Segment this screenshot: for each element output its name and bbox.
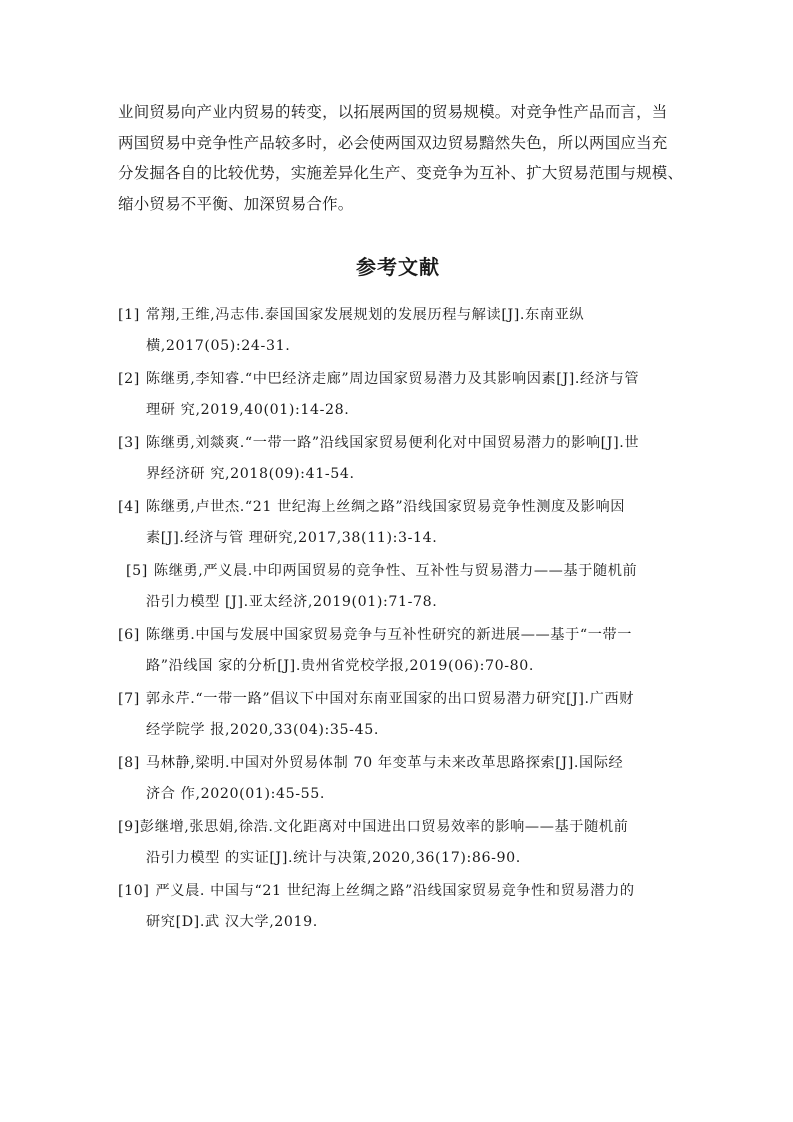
reference-item	[118, 428, 678, 489]
reference-number: [8]	[118, 755, 140, 771]
reference-text-line1: 陈继勇,卢世杰.“21 世纪海上丝绸之路”沿线国家贸易竞争性测度及影响因	[145, 499, 626, 515]
reference-text-line2: 研究[D].武 汉大学,2019.	[146, 913, 318, 930]
reference-item	[118, 748, 678, 809]
reference-text-line1: 陈继勇,严义晨.中印两国贸易的竞争性、互补性与贸易潜力——基于随机前	[153, 563, 638, 579]
reference-item	[118, 492, 678, 553]
reference-text-line2: 济合 作,2020(01):45-55.	[146, 785, 326, 802]
references-heading: 参考文献	[356, 255, 440, 279]
reference-text-line1: 郭永芹.“一带一路”倡议下中国对东南亚国家的出口贸易潜力研究[J].广西财	[145, 691, 635, 707]
reference-item	[118, 556, 678, 617]
reference-number: [5]	[126, 563, 148, 579]
reference-text-line2: 路”沿线国 家的分析[J].贵州省党校学报,2019(06):70-80.	[146, 657, 534, 674]
reference-item	[118, 364, 678, 425]
reference-text-line2: 沿引力模型 [J].亚太经济,2019(01):71-78.	[146, 593, 438, 610]
reference-text-line2: 横,2017(05):24-31.	[146, 337, 291, 354]
reference-item	[118, 620, 678, 681]
reference-number: [10]	[118, 883, 150, 899]
reference-item	[118, 300, 678, 361]
reference-number: [3]	[118, 435, 140, 451]
document-page	[118, 97, 684, 940]
reference-text-line1: 常翔,王维,冯志伟.泰国国家发展规划的发展历程与解读[J].东南亚纵	[145, 307, 585, 323]
paragraph-line: 分发掘各自的比较优势，实施差异化生产、变竞争为互补、扩大贸易范围与规模、	[118, 164, 684, 182]
paragraph-line: 业间贸易向产业内贸易的转变，以拓展两国的贸易规模。对竞争性产品而言，当	[118, 103, 668, 121]
reference-number: [2]	[118, 371, 140, 387]
reference-text-line1: 彭继增,张思娟,徐浩.文化距离对中国进出口贸易效率的影响——基于随机前	[139, 819, 629, 835]
reference-text-line2: 素[J].经济与管 理研究,2017,38(11):3-14.	[146, 529, 438, 546]
reference-text-line2: 沿引力模型 的实证[J].统计与决策,2020,36(17):86-90.	[146, 849, 521, 866]
reference-text-line2: 界经济研 究,2018(09):41-54.	[146, 465, 355, 482]
reference-text-line1: 陈继勇,刘燚爽.“一带一路”沿线国家贸易便利化对中国贸易潜力的影响[J].世	[145, 435, 640, 451]
reference-list	[118, 300, 678, 937]
intro-paragraph	[118, 97, 684, 219]
reference-number: [7]	[118, 691, 140, 707]
reference-text-line1: 马林静,梁明.中国对外贸易体制 70 年变革与未来改革思路探索[J].国际经	[145, 755, 624, 771]
reference-text-line1: 陈继勇,李知睿.“中巴经济走廊”周边国家贸易潜力及其影响因素[J].经济与管	[145, 371, 640, 387]
reference-number: [4]	[118, 499, 140, 515]
reference-number: [9]	[118, 819, 140, 835]
reference-text-line1: 陈继勇.中国与发展中国家贸易竞争与互补性研究的新进展——基于“一带一	[145, 627, 633, 643]
reference-number: [6]	[118, 627, 140, 643]
reference-item	[118, 876, 678, 937]
reference-text-line2: 经学院学 报,2020,33(04):35-45.	[146, 721, 379, 738]
reference-item	[118, 812, 678, 873]
reference-text-line1: 严义晨. 中国与“21 世纪海上丝绸之路”沿线国家贸易竞争性和贸易潜力的	[155, 883, 635, 899]
paragraph-line: 缩小贸易不平衡、加深贸易合作。	[118, 194, 354, 213]
paragraph-line: 两国贸易中竞争性产品较多时，必会使两国双边贸易黯然失色，所以两国应当充	[118, 133, 668, 152]
reference-text-line2: 理研 究,2019,40(01):14-28.	[146, 401, 350, 418]
reference-item	[118, 684, 678, 745]
reference-number: [1]	[118, 307, 140, 323]
